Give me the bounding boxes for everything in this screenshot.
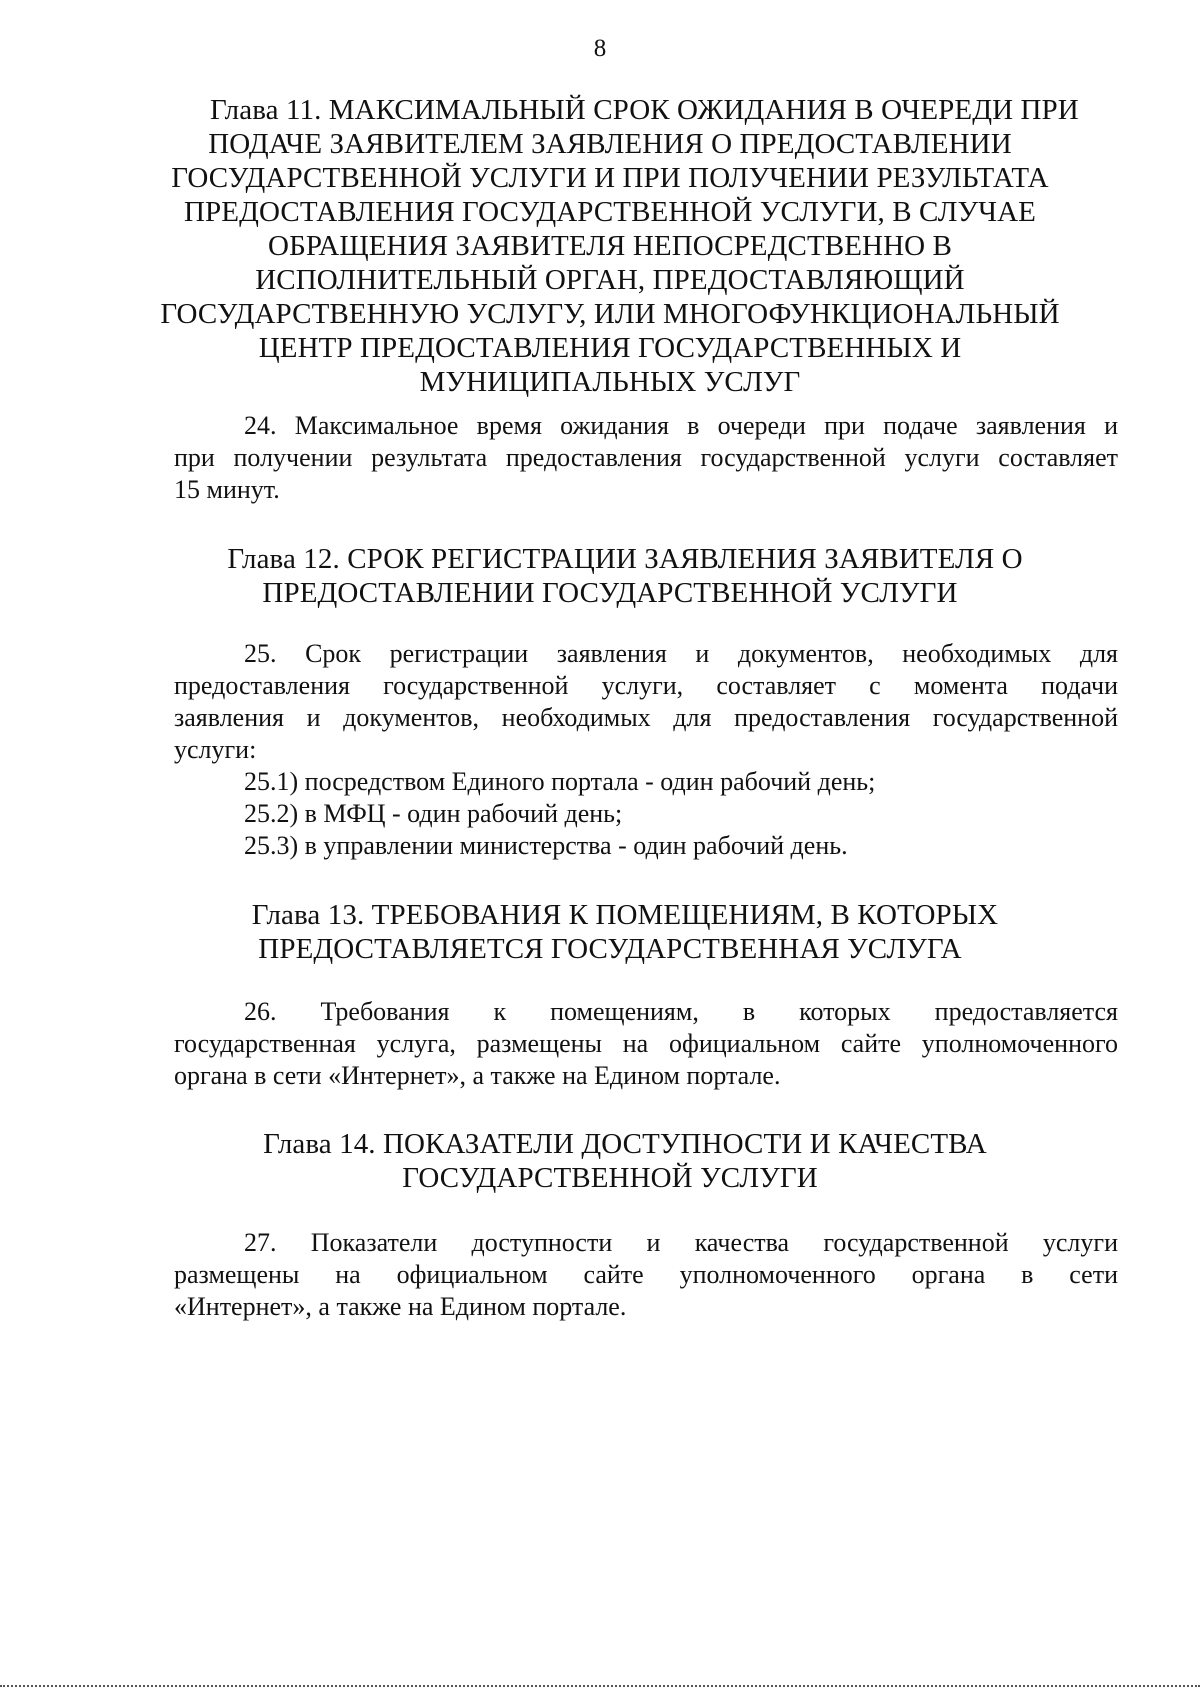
list-item: 25.3) в управлении министерства - один рабочий день.	[244, 831, 848, 860]
heading-line: ЦЕНТР ПРЕДОСТАВЛЕНИЯ ГОСУДАРСТВЕННЫХ И	[258, 332, 962, 364]
paragraph-26	[174, 996, 1118, 1092]
heading-line: Глава 14. ПОКАЗАТЕЛИ ДОСТУПНОСТИ И КАЧЕСТВА	[263, 1128, 987, 1160]
heading-line: Глава 13. ТРЕБОВАНИЯ К ПОМЕЩЕНИЯМ, В КОТОРЫХ	[251, 899, 999, 931]
paragraph-line: 26. Требования к помещениям, в которых предоставляется	[244, 997, 1118, 1026]
heading-line: ПРЕДОСТАВЛЕНИИ ГОСУДАРСТВЕННОЙ УСЛУГИ	[262, 577, 958, 609]
paragraph-line: заявления и документов, необходимых для предоставления государственной	[174, 703, 1118, 732]
paragraph-line: предоставления государственной услуги, составляет с момента подачи	[174, 671, 1118, 700]
paragraph-line: государственная услуга, размещены на официальном сайте уполномоченного	[174, 1029, 1118, 1058]
paragraph-line: «Интернет», а также на Едином портале.	[174, 1292, 627, 1321]
page-number: 8	[593, 35, 607, 62]
heading-line: ГОСУДАРСТВЕННОЙ УСЛУГИ И ПРИ ПОЛУЧЕНИИ РЕЗУЛЬТАТА	[171, 162, 1049, 194]
heading-line: Глава 12. СРОК РЕГИСТРАЦИИ ЗАЯВЛЕНИЯ ЗАЯВИТЕЛЯ О	[227, 543, 1023, 575]
heading-line: ОБРАЩЕНИЯ ЗАЯВИТЕЛЯ НЕПОСРЕДСТВЕННО В	[268, 230, 952, 262]
heading-line: ПОДАЧЕ ЗАЯВИТЕЛЕМ ЗАЯВЛЕНИЯ О ПРЕДОСТАВЛЕНИИ	[208, 128, 1012, 160]
heading-line: ПРЕДОСТАВЛЕНИЯ ГОСУДАРСТВЕННОЙ УСЛУГИ, В СЛУЧАЕ	[184, 196, 1036, 228]
heading-line: Глава 11. МАКСИМАЛЬНЫЙ СРОК ОЖИДАНИЯ В ОЧЕРЕДИ ПРИ	[210, 94, 1079, 126]
paragraph-line: 15 минут.	[174, 475, 280, 504]
list-item: 25.1) посредством Единого портала - один рабочий день;	[244, 767, 876, 796]
chapter-12-heading	[150, 542, 1070, 610]
chapter-13-heading	[150, 898, 1070, 966]
heading-line: ИСПОЛНИТЕЛЬНЫЙ ОРГАН, ПРЕДОСТАВЛЯЮЩИЙ	[255, 264, 965, 296]
heading-line: МУНИЦИПАЛЬНЫХ УСЛУГ	[419, 366, 801, 398]
paragraph-line: 27. Показатели доступности и качества государственной услуги	[244, 1228, 1118, 1257]
paragraph-27	[174, 1227, 1118, 1323]
heading-line: ГОСУДАРСТВЕННОЙ УСЛУГИ	[402, 1162, 818, 1194]
paragraph-24	[174, 410, 1118, 506]
paragraph-line: 24. Максимальное время ожидания в очереди при подаче заявления и	[244, 411, 1118, 440]
list-item: 25.2) в МФЦ - один рабочий день;	[244, 799, 623, 828]
paragraph-line: услуги:	[174, 735, 257, 764]
heading-line: ПРЕДОСТАВЛЯЕТСЯ ГОСУДАРСТВЕННАЯ УСЛУГА	[258, 933, 962, 965]
chapter-11-heading	[150, 93, 1079, 399]
bottom-edge-rule	[0, 1685, 1200, 1687]
chapter-14-heading	[150, 1127, 1070, 1195]
paragraph-25	[174, 638, 1118, 766]
paragraph-line: размещены на официальном сайте уполномоченного органа в сети	[174, 1260, 1118, 1289]
paragraph-line: органа в сети «Интернет», а также на Едином портале.	[174, 1061, 781, 1090]
heading-line: ГОСУДАРСТВЕННУЮ УСЛУГУ, ИЛИ МНОГОФУНКЦИОНАЛЬНЫЙ	[160, 298, 1060, 330]
paragraph-line: при получении результата предоставления государственной услуги составляет	[174, 443, 1118, 472]
paragraph-line: 25. Срок регистрации заявления и документов, необходимых для	[244, 639, 1118, 668]
